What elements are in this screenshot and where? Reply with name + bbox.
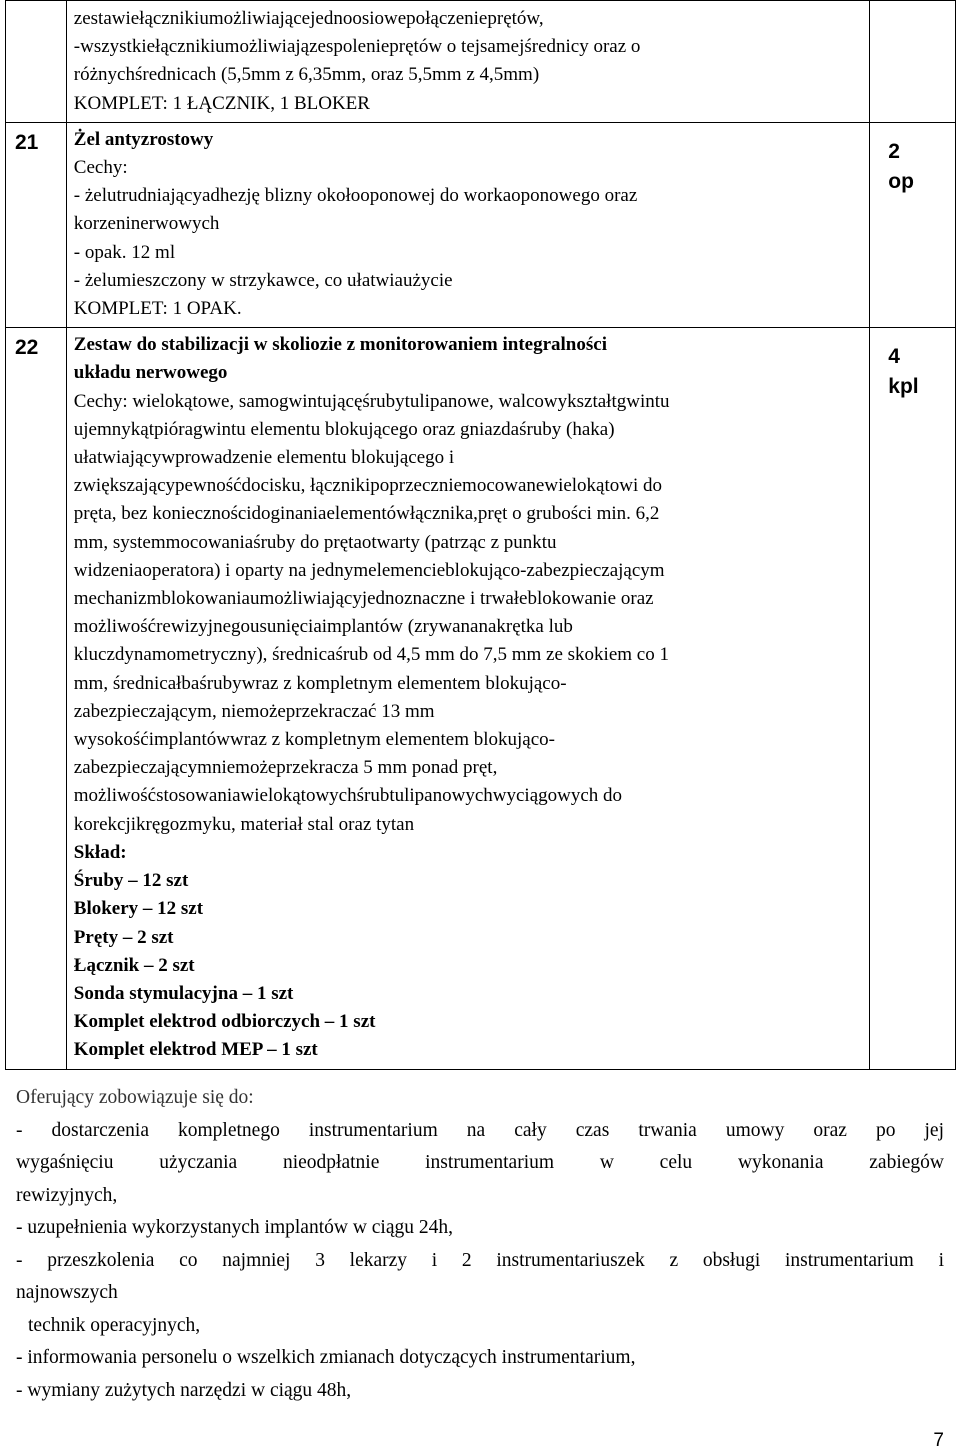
- desc-line: mm, systemmocowaniaśruby do prętaotwarty (patrząc z punktu: [73, 531, 557, 553]
- desc-line: zestawiełącznikiumożliwiającejednoosiowepołączenieprętów,: [73, 8, 544, 29]
- composition-item: Blokery – 12 szt: [73, 898, 204, 920]
- row-number-cell: [6, 122, 67, 327]
- desc-line: wysokośćimplantówwraz z kompletnym elementem blokująco-: [73, 729, 555, 751]
- desc-line: różnychśrednicach (5,5mm z 6,35mm, oraz 5,5mm z 4,5mm): [73, 64, 540, 86]
- desc-line: zabezpieczającymniemożeprzekracza 5 mm ponad pręt,: [73, 757, 498, 779]
- specification-table: [5, 0, 956, 1070]
- desc-line: - żelumieszczony w strzykawce, co ułatwiaużycie: [73, 269, 453, 291]
- row-number: 22: [15, 336, 39, 360]
- desc-line: pręta, bez koniecznościdoginaniaelementówłącznika,pręt o grubości min. 6,2: [73, 503, 660, 525]
- composition-label: Skład:: [73, 841, 127, 863]
- desc-line: widzeniaoperatora) i oparty na jednymelemencieblokująco-zabezpieczającym: [73, 559, 665, 581]
- composition-item: Pręty – 2 szt: [73, 926, 174, 948]
- description-cell: [66, 328, 869, 1069]
- desc-line: -wszystkiełącznikiumożliwiajązespolenieprętów o tejsamejśrednicy oraz o: [73, 36, 641, 58]
- obligation-line: - informowania personelu o wszelkich zmianach dotyczących instrumentarium,: [16, 1347, 636, 1368]
- desc-line: - żelutrudniającyadhezję blizny okołooponowej do workaoponowego oraz: [73, 185, 638, 207]
- quantity-cell: [870, 1, 956, 123]
- obligations-intro: Oferujący zobowiązuje się do:: [16, 1087, 254, 1108]
- desc-line: zwiększającypewnośćdocisku, łącznikipoprzeczniemocowanewielokątowi do: [73, 475, 663, 497]
- desc-line: korekcjikręgozmyku, materiał stal oraz tytan: [73, 813, 415, 835]
- desc-line: mechanizmblokowaniaumożliwiającyjednoznaczne i trwałeblokowanie oraz: [73, 588, 654, 610]
- offer-obligations: [16, 1082, 944, 1407]
- desc-line: korzeninerwowych: [73, 213, 220, 235]
- table-row-21: [6, 122, 956, 327]
- composition-item: Komplet elektrod MEP – 1 szt: [73, 1039, 318, 1061]
- row-number-cell: [6, 328, 67, 1069]
- desc-line: - opak. 12 ml: [73, 241, 176, 263]
- obligation-line: - przeszkolenia co najmniej 3 lekarzy i 2 instrumentariuszek z obsługi instrumentarium i: [16, 1249, 944, 1271]
- obligation-line: najnowszych: [16, 1282, 118, 1303]
- obligation-line: rewizyjnych,: [16, 1184, 118, 1206]
- item-title: Żel antyzrostowy: [73, 128, 214, 150]
- obligation-line: - wymiany zużytych narzędzi w ciągu 48h,: [16, 1379, 352, 1401]
- obligation-line: - dostarczenia kompletnego instrumentarium na cały czas trwania umowy oraz po jej: [16, 1119, 944, 1141]
- kit-label: KOMPLET: 1 OPAK.: [73, 298, 242, 320]
- desc-line: kluczdynamometryczny), średnicaśrub od 4,5 mm do 7,5 mm ze skokiem co 1: [73, 644, 669, 666]
- desc-line: zabezpieczającym, niemożeprzekraczać 13 mm: [73, 700, 435, 722]
- quantity-cell: [870, 122, 956, 327]
- quantity-value: 4: [888, 345, 900, 369]
- table-row-continuation: [6, 1, 956, 123]
- composition-item: Łącznik – 2 szt: [73, 954, 195, 976]
- quantity-value: 2: [888, 139, 900, 163]
- desc-line: mm, średnicałbaśrubywraz z kompletnym elementem blokująco-: [73, 672, 567, 694]
- obligation-line: wygaśnięciu użyczania nieodpłatnie instrumentarium w celu wykonania zabiegów: [16, 1152, 944, 1173]
- features-label: Cechy:: [73, 157, 128, 179]
- composition-item: Komplet elektrod odbiorczych – 1 szt: [73, 1011, 376, 1033]
- quantity-unit: op: [888, 169, 914, 193]
- description-cell: [66, 1, 869, 123]
- desc-line: Cechy: wielokątowe, samogwintującęśrubytulipanowe, walcowykształtgwintu: [73, 390, 670, 412]
- desc-line: możliwośćrewizyjnegousunięciaimplantów (zrywananakrętka lub: [73, 616, 573, 638]
- composition-item: Śruby – 12 szt: [73, 870, 189, 892]
- obligation-line: - uzupełnienia wykorzystanych implantów w ciągu 24h,: [16, 1217, 454, 1238]
- description-cell: [66, 122, 869, 327]
- item-title: układu nerwowego: [73, 362, 228, 384]
- quantity-unit: kpl: [888, 375, 919, 399]
- composition-item: Sonda stymulacyjna – 1 szt: [73, 982, 294, 1004]
- row-number: 21: [15, 130, 39, 154]
- desc-line: ułatwiającywprowadzenie elementu blokującego i: [73, 447, 455, 469]
- page-number: 7: [933, 1430, 944, 1451]
- table-row-22: [6, 328, 956, 1069]
- row-number-cell: [6, 1, 67, 123]
- item-title: Zestaw do stabilizacji w skoliozie z monitorowaniem integralności: [73, 334, 607, 356]
- quantity-cell: [870, 328, 956, 1069]
- obligation-line: technik operacyjnych,: [28, 1314, 201, 1336]
- desc-line: możliwośćstosowaniawielokątowychśrubtulipanowychwyciągowych do: [73, 785, 623, 807]
- desc-line: ujemnykątpióragwintu elementu blokującego oraz gniazdaśruby (haka): [73, 418, 615, 440]
- kit-label: KOMPLET: 1 ŁĄCZNIK, 1 BLOKER: [73, 92, 370, 114]
